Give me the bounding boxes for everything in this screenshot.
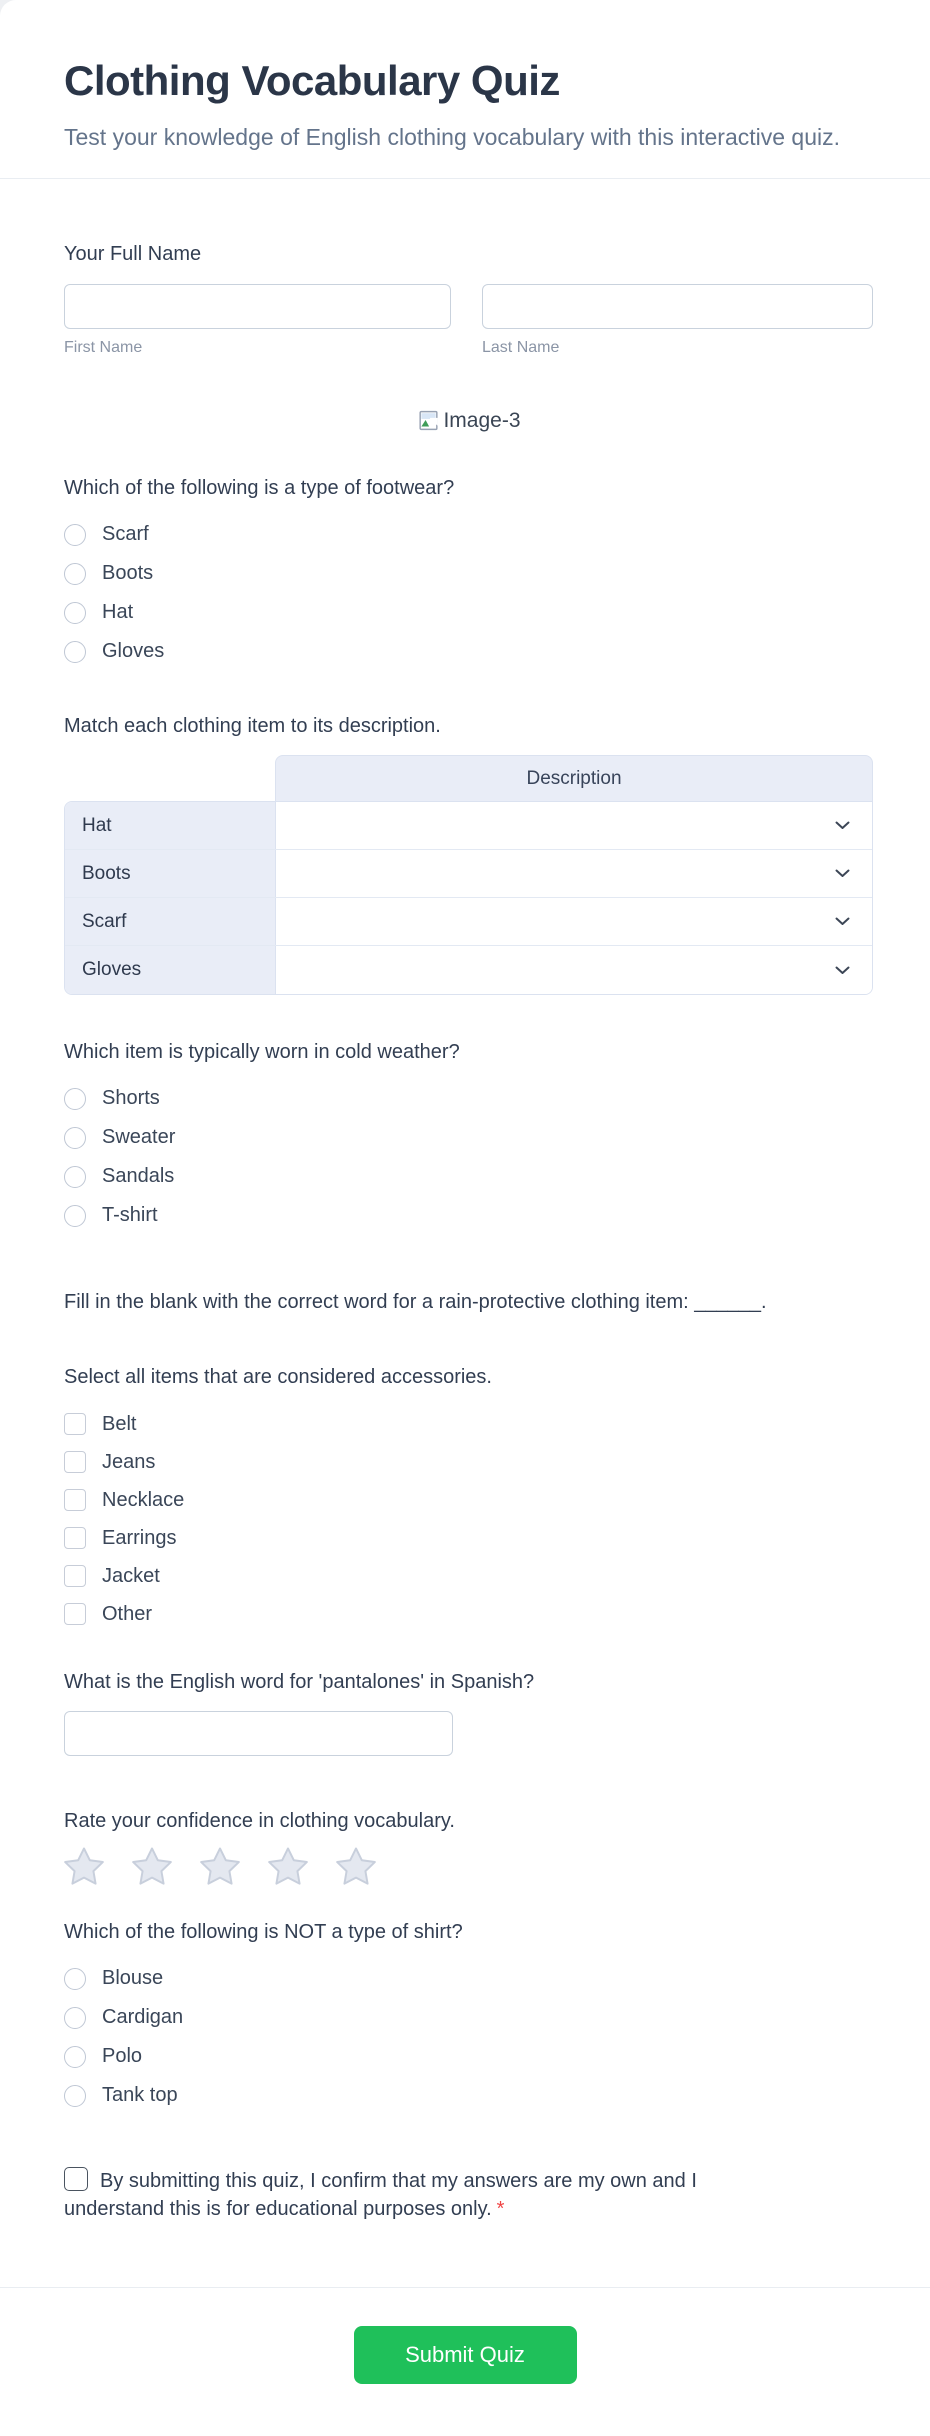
checkbox-control[interactable] xyxy=(64,1603,86,1625)
checkbox-option-label: Necklace xyxy=(102,1488,185,1511)
checkbox-option-label: Belt xyxy=(102,1412,137,1435)
star-icon[interactable] xyxy=(64,1847,104,1885)
match-select-boots[interactable] xyxy=(276,850,872,897)
match-table-body xyxy=(64,801,873,995)
radio-option-cardigan[interactable] xyxy=(64,1998,873,2037)
star-icon[interactable] xyxy=(200,1847,240,1885)
first-name-sublabel: First Name xyxy=(64,339,143,356)
radio-option-label: Boots xyxy=(102,562,154,584)
radio-option-tanktop[interactable] xyxy=(64,2076,873,2115)
radio-control[interactable] xyxy=(64,602,86,624)
chevron-down-icon xyxy=(835,869,850,878)
checkbox-option-other[interactable] xyxy=(64,1595,873,1633)
match-row-hat xyxy=(65,802,872,850)
checkbox-control[interactable] xyxy=(64,1565,86,1587)
match-table xyxy=(64,755,873,995)
first-name-input[interactable] xyxy=(64,284,451,329)
radio-option-shorts[interactable] xyxy=(64,1079,873,1118)
checkbox-control[interactable] xyxy=(64,1451,86,1473)
rating-stars xyxy=(64,1847,873,1885)
consent-checkbox[interactable] xyxy=(64,2167,88,2191)
radio-option-label: Gloves xyxy=(102,640,165,662)
match-row-boots xyxy=(65,850,872,898)
consent-row xyxy=(64,2167,754,2223)
broken-image-icon xyxy=(416,408,441,433)
last-name-sublabel: Last Name xyxy=(482,339,560,356)
full-name-label: Your Full Name xyxy=(64,243,202,265)
radio-control[interactable] xyxy=(64,1968,86,1990)
match-select-hat[interactable] xyxy=(276,802,872,849)
checkbox-option-jeans[interactable] xyxy=(64,1443,873,1481)
chevron-down-icon xyxy=(835,966,850,975)
match-select-scarf[interactable] xyxy=(276,898,872,945)
match-row-label: Hat xyxy=(65,802,276,849)
radio-option-sandals[interactable] xyxy=(64,1157,873,1196)
question-translate xyxy=(64,1669,873,1756)
question-rating-label: Rate your confidence in clothing vocabulary. xyxy=(64,1810,455,1832)
match-select-gloves[interactable] xyxy=(276,946,872,994)
checkbox-option-label: Jacket xyxy=(102,1564,160,1587)
checkbox-option-label: Earrings xyxy=(102,1526,177,1549)
checkbox-control[interactable] xyxy=(64,1527,86,1549)
form-footer xyxy=(0,2287,930,2435)
checkbox-option-jacket[interactable] xyxy=(64,1557,873,1595)
question-not-shirt xyxy=(64,1919,873,2115)
radio-control[interactable] xyxy=(64,2046,86,2068)
question-rating xyxy=(64,1808,873,1885)
radio-option-label: Cardigan xyxy=(102,2006,184,2028)
checkbox-option-label: Other xyxy=(102,1602,153,1625)
question-not-shirt-options xyxy=(64,1959,873,2115)
radio-control[interactable] xyxy=(64,524,86,546)
last-name-group xyxy=(482,284,873,358)
star-icon[interactable] xyxy=(132,1847,172,1885)
checkbox-option-belt[interactable] xyxy=(64,1405,873,1443)
checkbox-control[interactable] xyxy=(64,1413,86,1435)
radio-control[interactable] xyxy=(64,641,86,663)
radio-option-blouse[interactable] xyxy=(64,1959,873,1998)
checkbox-control[interactable] xyxy=(64,1489,86,1511)
question-cold-weather-label: Which item is typically worn in cold weather? xyxy=(64,1041,460,1063)
chevron-down-icon xyxy=(835,917,850,926)
question-accessories xyxy=(64,1364,873,1633)
radio-option-scarf[interactable] xyxy=(64,515,873,554)
radio-option-hat[interactable] xyxy=(64,593,873,632)
consent-text: By submitting this quiz, I confirm that my answers are my own and I understand this is for educational purposes only. xyxy=(64,2170,697,2220)
radio-control[interactable] xyxy=(64,1127,86,1149)
form-header xyxy=(0,0,930,179)
question-fill-blank xyxy=(64,1289,873,1316)
radio-option-label: Sandals xyxy=(102,1165,175,1187)
question-cold-weather xyxy=(64,1039,873,1235)
last-name-input[interactable] xyxy=(482,284,873,329)
radio-control[interactable] xyxy=(64,1205,86,1227)
radio-option-label: Shorts xyxy=(102,1087,160,1109)
radio-option-gloves[interactable] xyxy=(64,632,873,671)
match-row-label: Boots xyxy=(65,850,276,897)
radio-option-label: Polo xyxy=(102,2045,143,2067)
star-icon[interactable] xyxy=(336,1847,376,1885)
radio-control[interactable] xyxy=(64,2007,86,2029)
radio-control[interactable] xyxy=(64,1088,86,1110)
form-title: Clothing Vocabulary Quiz xyxy=(64,57,560,104)
question-translate-label: What is the English word for 'pantalones' in Spanish? xyxy=(64,1671,535,1693)
radio-option-sweater[interactable] xyxy=(64,1118,873,1157)
form-body xyxy=(0,241,930,2223)
question-full-name xyxy=(64,241,873,358)
radio-option-label: Scarf xyxy=(102,523,149,545)
match-column-header: Description xyxy=(275,755,873,801)
checkbox-option-label: Jeans xyxy=(102,1450,156,1473)
question-cold-weather-options xyxy=(64,1079,873,1235)
radio-option-boots[interactable] xyxy=(64,554,873,593)
radio-control[interactable] xyxy=(64,563,86,585)
checkbox-option-earrings[interactable] xyxy=(64,1519,873,1557)
question-not-shirt-label: Which of the following is NOT a type of shirt? xyxy=(64,1921,463,1943)
image-block xyxy=(64,408,873,433)
question-footwear-label: Which of the following is a type of footwear? xyxy=(64,477,455,499)
submit-quiz-button[interactable]: Submit Quiz xyxy=(354,2326,577,2384)
match-row-label: Gloves xyxy=(65,946,276,994)
broken-image-alt-text: Image-3 xyxy=(443,408,521,432)
broken-image-placeholder xyxy=(416,408,520,433)
radio-option-label: T-shirt xyxy=(102,1204,158,1226)
question-match-label: Match each clothing item to its description. xyxy=(64,715,441,737)
translate-answer-input[interactable] xyxy=(64,1711,453,1756)
radio-option-tshirt[interactable] xyxy=(64,1196,873,1235)
match-row-label: Scarf xyxy=(65,898,276,945)
radio-option-label: Tank top xyxy=(102,2084,178,2106)
name-fields-row xyxy=(64,284,873,358)
match-header-spacer xyxy=(64,755,275,801)
question-footwear-options xyxy=(64,515,873,671)
radio-option-label: Blouse xyxy=(102,1967,164,1989)
form-subtitle: Test your knowledge of English clothing vocabulary with this interactive quiz. xyxy=(64,124,841,150)
match-table-header-row xyxy=(64,755,873,801)
radio-option-label: Sweater xyxy=(102,1126,176,1148)
star-icon[interactable] xyxy=(268,1847,308,1885)
first-name-group xyxy=(64,284,451,358)
required-asterisk: * xyxy=(496,2198,505,2220)
chevron-down-icon xyxy=(835,821,850,830)
question-accessories-options xyxy=(64,1405,873,1633)
question-accessories-label: Select all items that are considered accessories. xyxy=(64,1366,492,1388)
radio-option-polo[interactable] xyxy=(64,2037,873,2076)
radio-control[interactable] xyxy=(64,1166,86,1188)
checkbox-option-necklace[interactable] xyxy=(64,1481,873,1519)
question-footwear xyxy=(64,475,873,671)
match-row-gloves xyxy=(65,946,872,994)
question-fill-blank-label: Fill in the blank with the correct word for a rain-protective clothing item: ______. xyxy=(64,1291,767,1313)
question-match xyxy=(64,713,873,995)
radio-option-label: Hat xyxy=(102,601,134,623)
radio-control[interactable] xyxy=(64,2085,86,2107)
match-row-scarf xyxy=(65,898,872,946)
